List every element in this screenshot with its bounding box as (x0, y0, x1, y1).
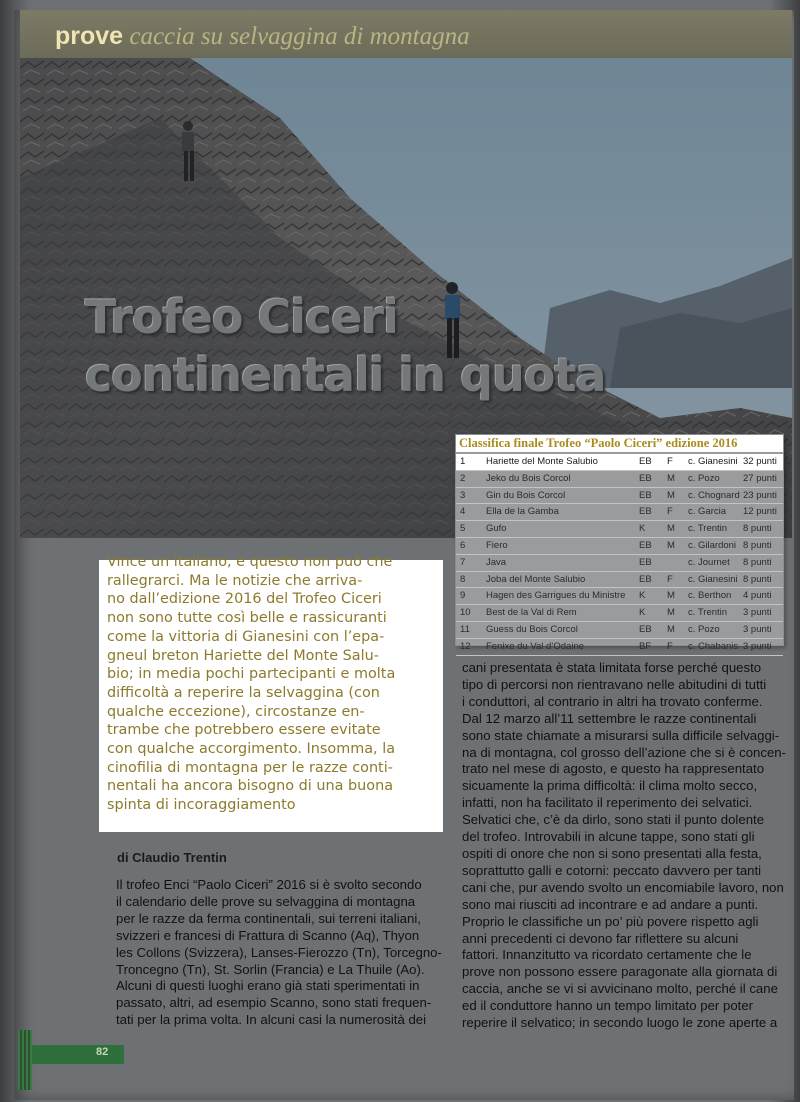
table-row (456, 538, 783, 555)
points-cell: 12 punti (743, 506, 777, 518)
conductor-cell: c. Gilardoni (688, 539, 737, 551)
table-row (456, 471, 783, 488)
table-row (456, 454, 783, 471)
body-text-line: sono mai riusciti ad incontrare e ad andare a punti. (462, 896, 759, 912)
breed-cell: EB (639, 556, 652, 568)
article-title (85, 288, 665, 404)
table-row (456, 605, 783, 622)
sex-cell: M (667, 472, 675, 484)
page-number-bar (32, 1045, 124, 1064)
rank-cell: 6 (460, 539, 466, 551)
dog-name-cell: Joba del Monte Salubio (486, 573, 586, 585)
body-text-line: svizzeri e francesi di Frattura di Scanno (Aq), Thyon (116, 927, 420, 943)
points-cell: 3 punti (743, 623, 772, 635)
conductor-cell: c. Pozo (688, 623, 720, 635)
sex-cell: F (667, 456, 673, 467)
lead-line: gneul breton Hariette del Monte Salu- (107, 647, 379, 664)
lead-line: nentali ha ancora bisogno di una buona (107, 778, 394, 795)
lead-line: qualche eccezione), circostanze en- (107, 703, 365, 720)
body-text-line: ospiti di onore che non si sono presentati alla festa, (462, 845, 762, 861)
conductor-cell: c. Chognard (688, 489, 740, 501)
conductor-cell: c. Trentin (688, 607, 728, 619)
table-row (456, 488, 783, 505)
sex-cell: M (667, 590, 675, 602)
article-title-line-2: continentali in quota (85, 348, 606, 402)
dog-name-cell: Best de la Val di Rem (486, 607, 577, 619)
body-text-line: soprattutto galli e cotorni: peccato davvero per tanti (462, 862, 762, 878)
points-cell: 3 punti (743, 640, 772, 652)
lead-line: come la vittoria di Gianesini con l’epa- (107, 628, 385, 645)
table-row (456, 504, 783, 521)
dog-name-cell: Gin du Bois Corcol (486, 489, 566, 501)
sex-cell: F (667, 640, 673, 652)
points-cell: 27 punti (743, 472, 777, 484)
rank-cell: 4 (460, 506, 466, 518)
body-text-line: Il trofeo Enci “Paolo Ciceri” 2016 si è svolto secondo (116, 877, 422, 892)
body-text-line: del trofeo. Introvabili in alcune tappe, sono stati gli (462, 829, 755, 845)
sex-cell: F (667, 506, 673, 518)
body-text-line: per le razze da ferma continentali, sui terreni italiani, (116, 910, 421, 926)
lead-line: no dall’edizione 2016 del Trofeo Ciceri (107, 591, 382, 608)
sex-cell: M (667, 489, 675, 501)
body-text-line: cani che, pur avendo svolto un encomiabile lavoro, non (462, 879, 784, 895)
conductor-cell: c. Trentin (688, 523, 728, 535)
conductor-cell: c. Journet (688, 556, 730, 568)
rank-cell: 11 (460, 623, 470, 635)
body-text-line: sono state chiamate a misurarsi sulla difficile selvaggi- (462, 727, 780, 743)
table-row (456, 572, 783, 589)
points-cell: 23 punti (743, 489, 777, 501)
points-cell: 8 punti (743, 573, 772, 585)
body-text-line: anni precedenti ci devono far riflettere su alcuni (462, 930, 739, 946)
sex-cell: M (667, 523, 675, 535)
body-text-line: ed il conduttore hanno un tempo limitato per poter (462, 998, 754, 1014)
ranking-table-body (456, 454, 783, 656)
page-edge-stripes (18, 1030, 32, 1090)
breed-cell: EB (639, 456, 652, 467)
body-text-line: i conduttori, al contrario in altri ha trovato conferme. (462, 693, 763, 709)
body-text-line: Alcuni di questi luoghi erano già stati sperimentati in (116, 978, 420, 994)
article-title-line-1: Trofeo Ciceri (85, 290, 398, 344)
ranking-table (455, 434, 784, 652)
body-text-line: caccia, anche se vi si avvicinano molto, perché il cane (462, 981, 778, 997)
body-column-right (462, 660, 792, 1032)
dog-name-cell: Hariette del Monte Salubio (486, 456, 598, 467)
body-text-line: cani presentata è stata limitata forse perché questo (462, 660, 762, 675)
dog-name-cell: Java (486, 556, 507, 568)
body-text-line: Proprio le classifiche un po’ più povere rispetto agli (462, 913, 759, 929)
body-column-left (116, 877, 451, 1029)
sex-cell: F (667, 573, 673, 585)
table-row (456, 639, 783, 656)
lead-line: non sono tutte così belle e rassicuranti (107, 610, 387, 627)
body-text-line: il calendario delle prove su selvaggina di montagna (116, 893, 416, 909)
body-text-line: trato nel mese di agosto, e questo ha rappresentato (462, 761, 765, 777)
rank-cell: 10 (460, 607, 471, 619)
body-text-line: Dal 12 marzo all’11 settembre le razze continentali (462, 710, 757, 726)
conductor-cell: c. Pozo (688, 472, 720, 484)
dog-name-cell: Jeko du Bois Corcol (486, 472, 571, 484)
lead-line: trambe che potrebbero essere evitate (107, 722, 381, 739)
breed-cell: EB (639, 472, 652, 484)
conductor-cell: c. Chabanis (688, 640, 739, 652)
breed-cell: EB (639, 489, 652, 501)
sex-cell: M (667, 623, 675, 635)
body-text-line: reperire il selvatico; in secondo luogo le zone aperte a (462, 1015, 778, 1031)
lead-paragraph (107, 553, 447, 815)
lead-line: rallegrarci. Ma le notizie che arriva- (107, 572, 363, 589)
breed-cell: EB (639, 573, 652, 585)
lead-line: bio; in media pochi partecipanti e molta (107, 666, 396, 683)
breed-cell: BF (639, 640, 652, 652)
body-text-line: na di montagna, col grosso dell’azione che si è concen- (462, 744, 787, 760)
sex-cell: M (667, 607, 675, 619)
points-cell: 4 punti (743, 590, 772, 602)
lead-line: Vince un italiano, e questo non può che (107, 554, 393, 570)
breed-cell: K (639, 523, 646, 535)
breed-cell: EB (639, 539, 652, 551)
breed-cell: K (639, 607, 646, 619)
table-row (456, 521, 783, 538)
body-text-line: Troncegno (Tn), St. Sorlin (Francia) e La Thuile (Ao). (116, 961, 425, 977)
dog-name-cell: Fiero (486, 539, 508, 551)
rank-cell: 8 (460, 573, 466, 585)
rank-cell: 3 (460, 489, 466, 501)
table-row (456, 555, 783, 572)
breed-cell: EB (639, 506, 652, 518)
lead-line: cinofilia di montagna per le razze conti- (107, 759, 393, 776)
body-text-line: sicuamente la prima difficoltà: il clima molto secco, (462, 778, 758, 794)
body-text-line: les Collons (Svizzera), Lanses-Fierozzo (Tn), Torcegno- (116, 944, 442, 960)
conductor-cell: c. Gianesini (688, 456, 738, 467)
section-header (55, 22, 470, 51)
table-row (456, 622, 783, 639)
conductor-cell: c. Berthon (688, 590, 732, 602)
body-text-line: fattori. Innanzitutto va ricordato certamente che le (462, 947, 752, 963)
lead-line: difficoltà a reperire la selvaggina (con (107, 684, 380, 701)
section-subtitle: caccia su selvaggina di montagna (129, 23, 470, 50)
points-cell: 8 punti (743, 539, 772, 551)
breed-cell: K (639, 590, 646, 602)
section-name: prove (55, 22, 124, 50)
sex-cell: M (667, 539, 675, 551)
rank-cell: 7 (460, 556, 466, 568)
points-cell: 32 punti (743, 456, 777, 467)
conductor-cell: c. Garcia (688, 506, 727, 518)
body-text-line: prove non possono essere paragonate alla giornata di (462, 964, 778, 980)
dog-name-cell: Hagen des Garrigues du Ministre (486, 590, 626, 602)
body-text-line: infatti, non ha facilitato il reperimento dei selvatici. (462, 795, 753, 811)
rank-cell: 5 (460, 523, 466, 535)
rank-cell: 2 (460, 472, 466, 484)
body-text-line: passato, altri, ad esempio Scanno, sono stati frequen- (116, 995, 432, 1011)
dog-name-cell: Fenixe du Val d’Odaine (486, 640, 585, 652)
byline: di Claudio Trentin (117, 850, 227, 865)
dog-name-cell: Ella de la Gamba (486, 506, 559, 518)
dog-name-cell: Guess du Bois Corcol (486, 623, 578, 635)
body-text-line: Selvatici che, c’è da dirlo, sono stati il punto dolente (462, 812, 765, 828)
ranking-table-caption: Classifica finale Trofeo “Paolo Ciceri” edizione 2016 (456, 435, 783, 452)
rank-cell: 9 (460, 590, 466, 602)
points-cell: 3 punti (743, 607, 772, 619)
body-text-line: tipo di percorsi non rientravano nelle abitudini di tutti (462, 676, 767, 692)
lead-line: spinta di incoraggiamento (107, 797, 296, 814)
lead-line: con qualche accorgimento. Insomma, la (107, 741, 396, 758)
table-row (456, 588, 783, 605)
body-text-line: tati per la prima volta. In alcuni casi la numerosità dei (116, 1012, 427, 1028)
dog-name-cell: Gufo (486, 523, 507, 535)
rank-cell: 1 (460, 456, 466, 467)
page-number: 82 (96, 1046, 109, 1058)
breed-cell: EB (639, 623, 652, 635)
points-cell: 8 punti (743, 523, 772, 535)
conductor-cell: c. Gianesini (688, 573, 738, 585)
rank-cell: 12 (460, 640, 471, 652)
points-cell: 8 punti (743, 556, 772, 568)
